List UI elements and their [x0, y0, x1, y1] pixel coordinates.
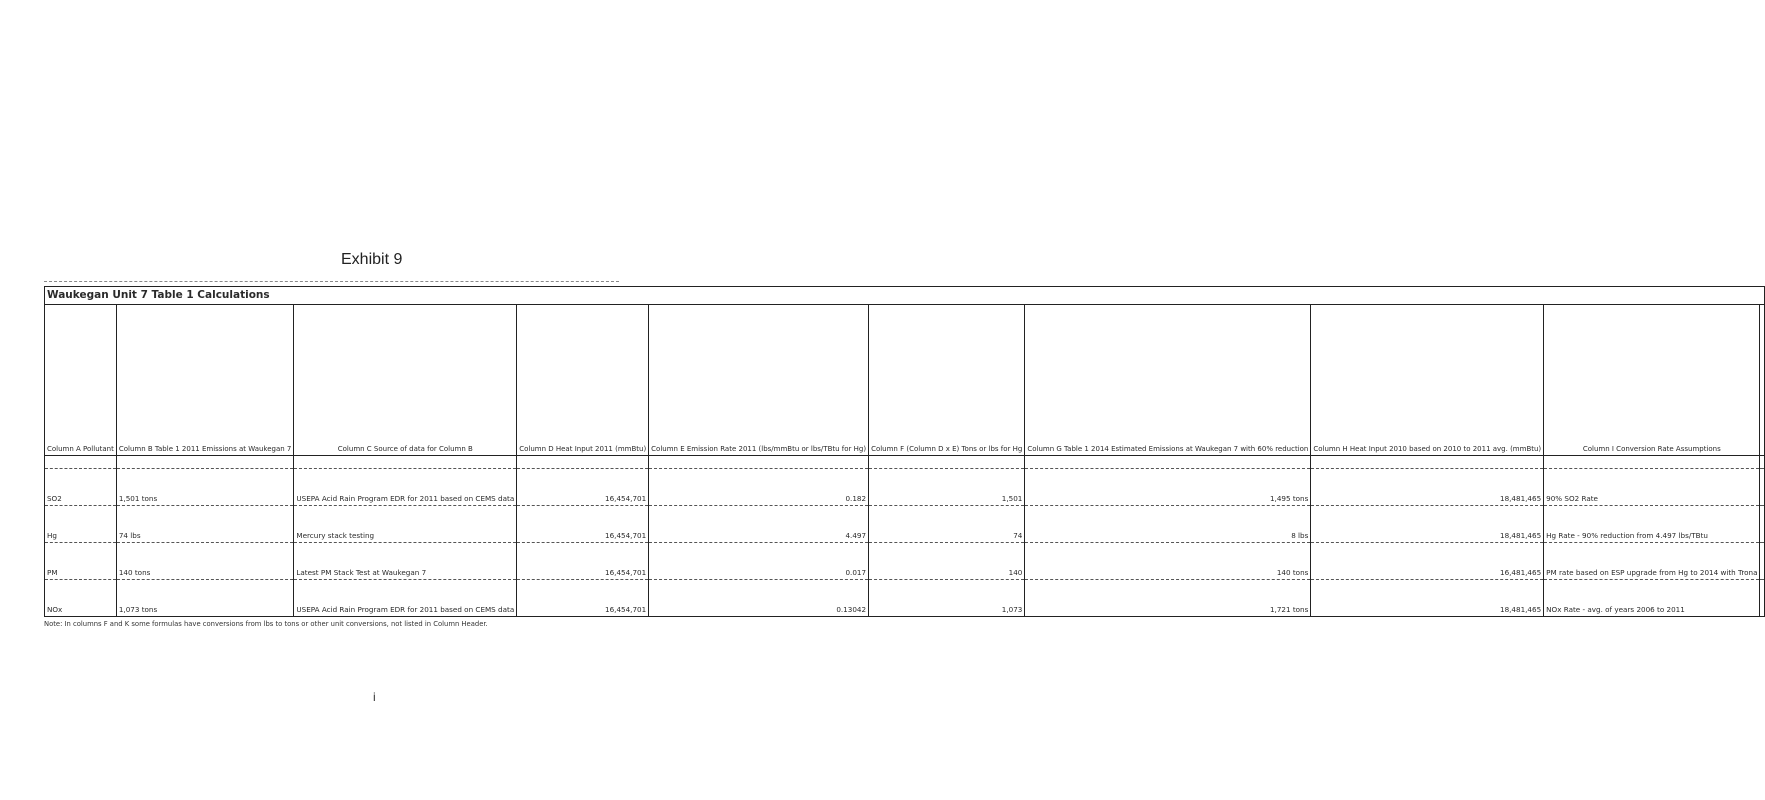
header-data-source: Column C Source of data for Column B: [294, 305, 517, 456]
top-border-line: [44, 281, 619, 282]
table-footnote: Note: In columns F and K some formulas have conversions from lbs to tons or other unit conversions, not listed in Column Header.: [44, 620, 488, 628]
cell-heat-input-2011: 16,454,701: [517, 580, 649, 617]
cell-emission-rate: 0.017: [649, 543, 869, 580]
cell-pollutant: Hg: [45, 506, 117, 543]
cell-pollutant: PM: [45, 543, 117, 580]
header-tons-or-lbs: Column F (Column D x E) Tons or lbs for Hg: [869, 305, 1025, 456]
cell-emissions-2011: 1,073 tons: [116, 580, 294, 617]
table-title-row: [45, 287, 1765, 305]
header-heat-input-2011: Column D Heat Input 2011 (mmBtu): [517, 305, 649, 456]
cell-emissions-2011: 1,501 tons: [116, 469, 294, 506]
header-emissions-2011: Column B Table 1 2011 Emissions at Waukegan 7: [116, 305, 294, 456]
header-conversion: Column I Conversion Rate Assumptions: [1544, 305, 1760, 456]
cell-tons-or-lbs: 74: [869, 506, 1025, 543]
cell-heat-input-2011: 16,454,701: [517, 506, 649, 543]
cell-data-source: USEPA Acid Rain Program EDR for 2011 based on CEMS data: [294, 469, 517, 506]
header-cutoff: [1760, 305, 1765, 456]
table-row: [45, 506, 1765, 543]
page-number: i: [373, 690, 376, 704]
cell-conversion: Hg Rate - 90% reduction from 4.497 lbs/TBtu: [1544, 506, 1760, 543]
cell-data-source: Mercury stack testing: [294, 506, 517, 543]
cell-heat-input-2011: 16,454,701: [517, 469, 649, 506]
cell-emission-rate: 4.497: [649, 506, 869, 543]
table-title: Waukegan Unit 7 Table 1 Calculations: [45, 287, 1765, 305]
table-row: [45, 543, 1765, 580]
table-row: [45, 469, 1765, 506]
cell-estimated-2014: 140 tons: [1025, 543, 1311, 580]
cell-estimated-2014: 1,721 tons: [1025, 580, 1311, 617]
cell-estimated-2014: 1,495 tons: [1025, 469, 1311, 506]
cell-data-source: Latest PM Stack Test at Waukegan 7: [294, 543, 517, 580]
cell-data-source: USEPA Acid Rain Program EDR for 2011 based on CEMS data: [294, 580, 517, 617]
cell-heat-input-2010: 16,481,465: [1311, 543, 1544, 580]
header-row: [45, 305, 1765, 456]
cell-emission-rate: 0.182: [649, 469, 869, 506]
table-row: [45, 580, 1765, 617]
cell-heat-input-2010: 18,481,465: [1311, 469, 1544, 506]
cell-tons-or-lbs: 1,501: [869, 469, 1025, 506]
cell-estimated-2014: 8 lbs: [1025, 506, 1311, 543]
header-heat-input-2010: Column H Heat Input 2010 based on 2010 to 2011 avg. (mmBtu): [1311, 305, 1544, 456]
cell-heat-input-2011: 16,454,701: [517, 543, 649, 580]
header-emission-rate: Column E Emission Rate 2011 (lbs/mmBtu or lbs/TBtu for Hg): [649, 305, 869, 456]
cell-pollutant: NOx: [45, 580, 117, 617]
header-estimated-2014: Column G Table 1 2014 Estimated Emissions at Waukegan 7 with 60% reduction: [1025, 305, 1311, 456]
cell-tons-or-lbs: 140: [869, 543, 1025, 580]
cell-heat-input-2010: 18,481,465: [1311, 506, 1544, 543]
header-pollutant: Column A Pollutant: [45, 305, 117, 456]
cell-conversion: PM rate based on ESP upgrade from Hg to 2014 with Trona: [1544, 543, 1760, 580]
cell-conversion: NOx Rate - avg. of years 2006 to 2011: [1544, 580, 1760, 617]
cell-tons-or-lbs: 1,073: [869, 580, 1025, 617]
cell-emissions-2011: 74 lbs: [116, 506, 294, 543]
cell-emissions-2011: 140 tons: [116, 543, 294, 580]
calculations-table: [44, 286, 1765, 617]
cell-pollutant: SO2: [45, 469, 117, 506]
cell-conversion: 90% SO2 Rate: [1544, 469, 1760, 506]
spacer-row: [45, 456, 1765, 469]
cell-heat-input-2010: 18,481,465: [1311, 580, 1544, 617]
cell-emission-rate: 0.13042: [649, 580, 869, 617]
exhibit-title: Exhibit 9: [341, 251, 403, 268]
